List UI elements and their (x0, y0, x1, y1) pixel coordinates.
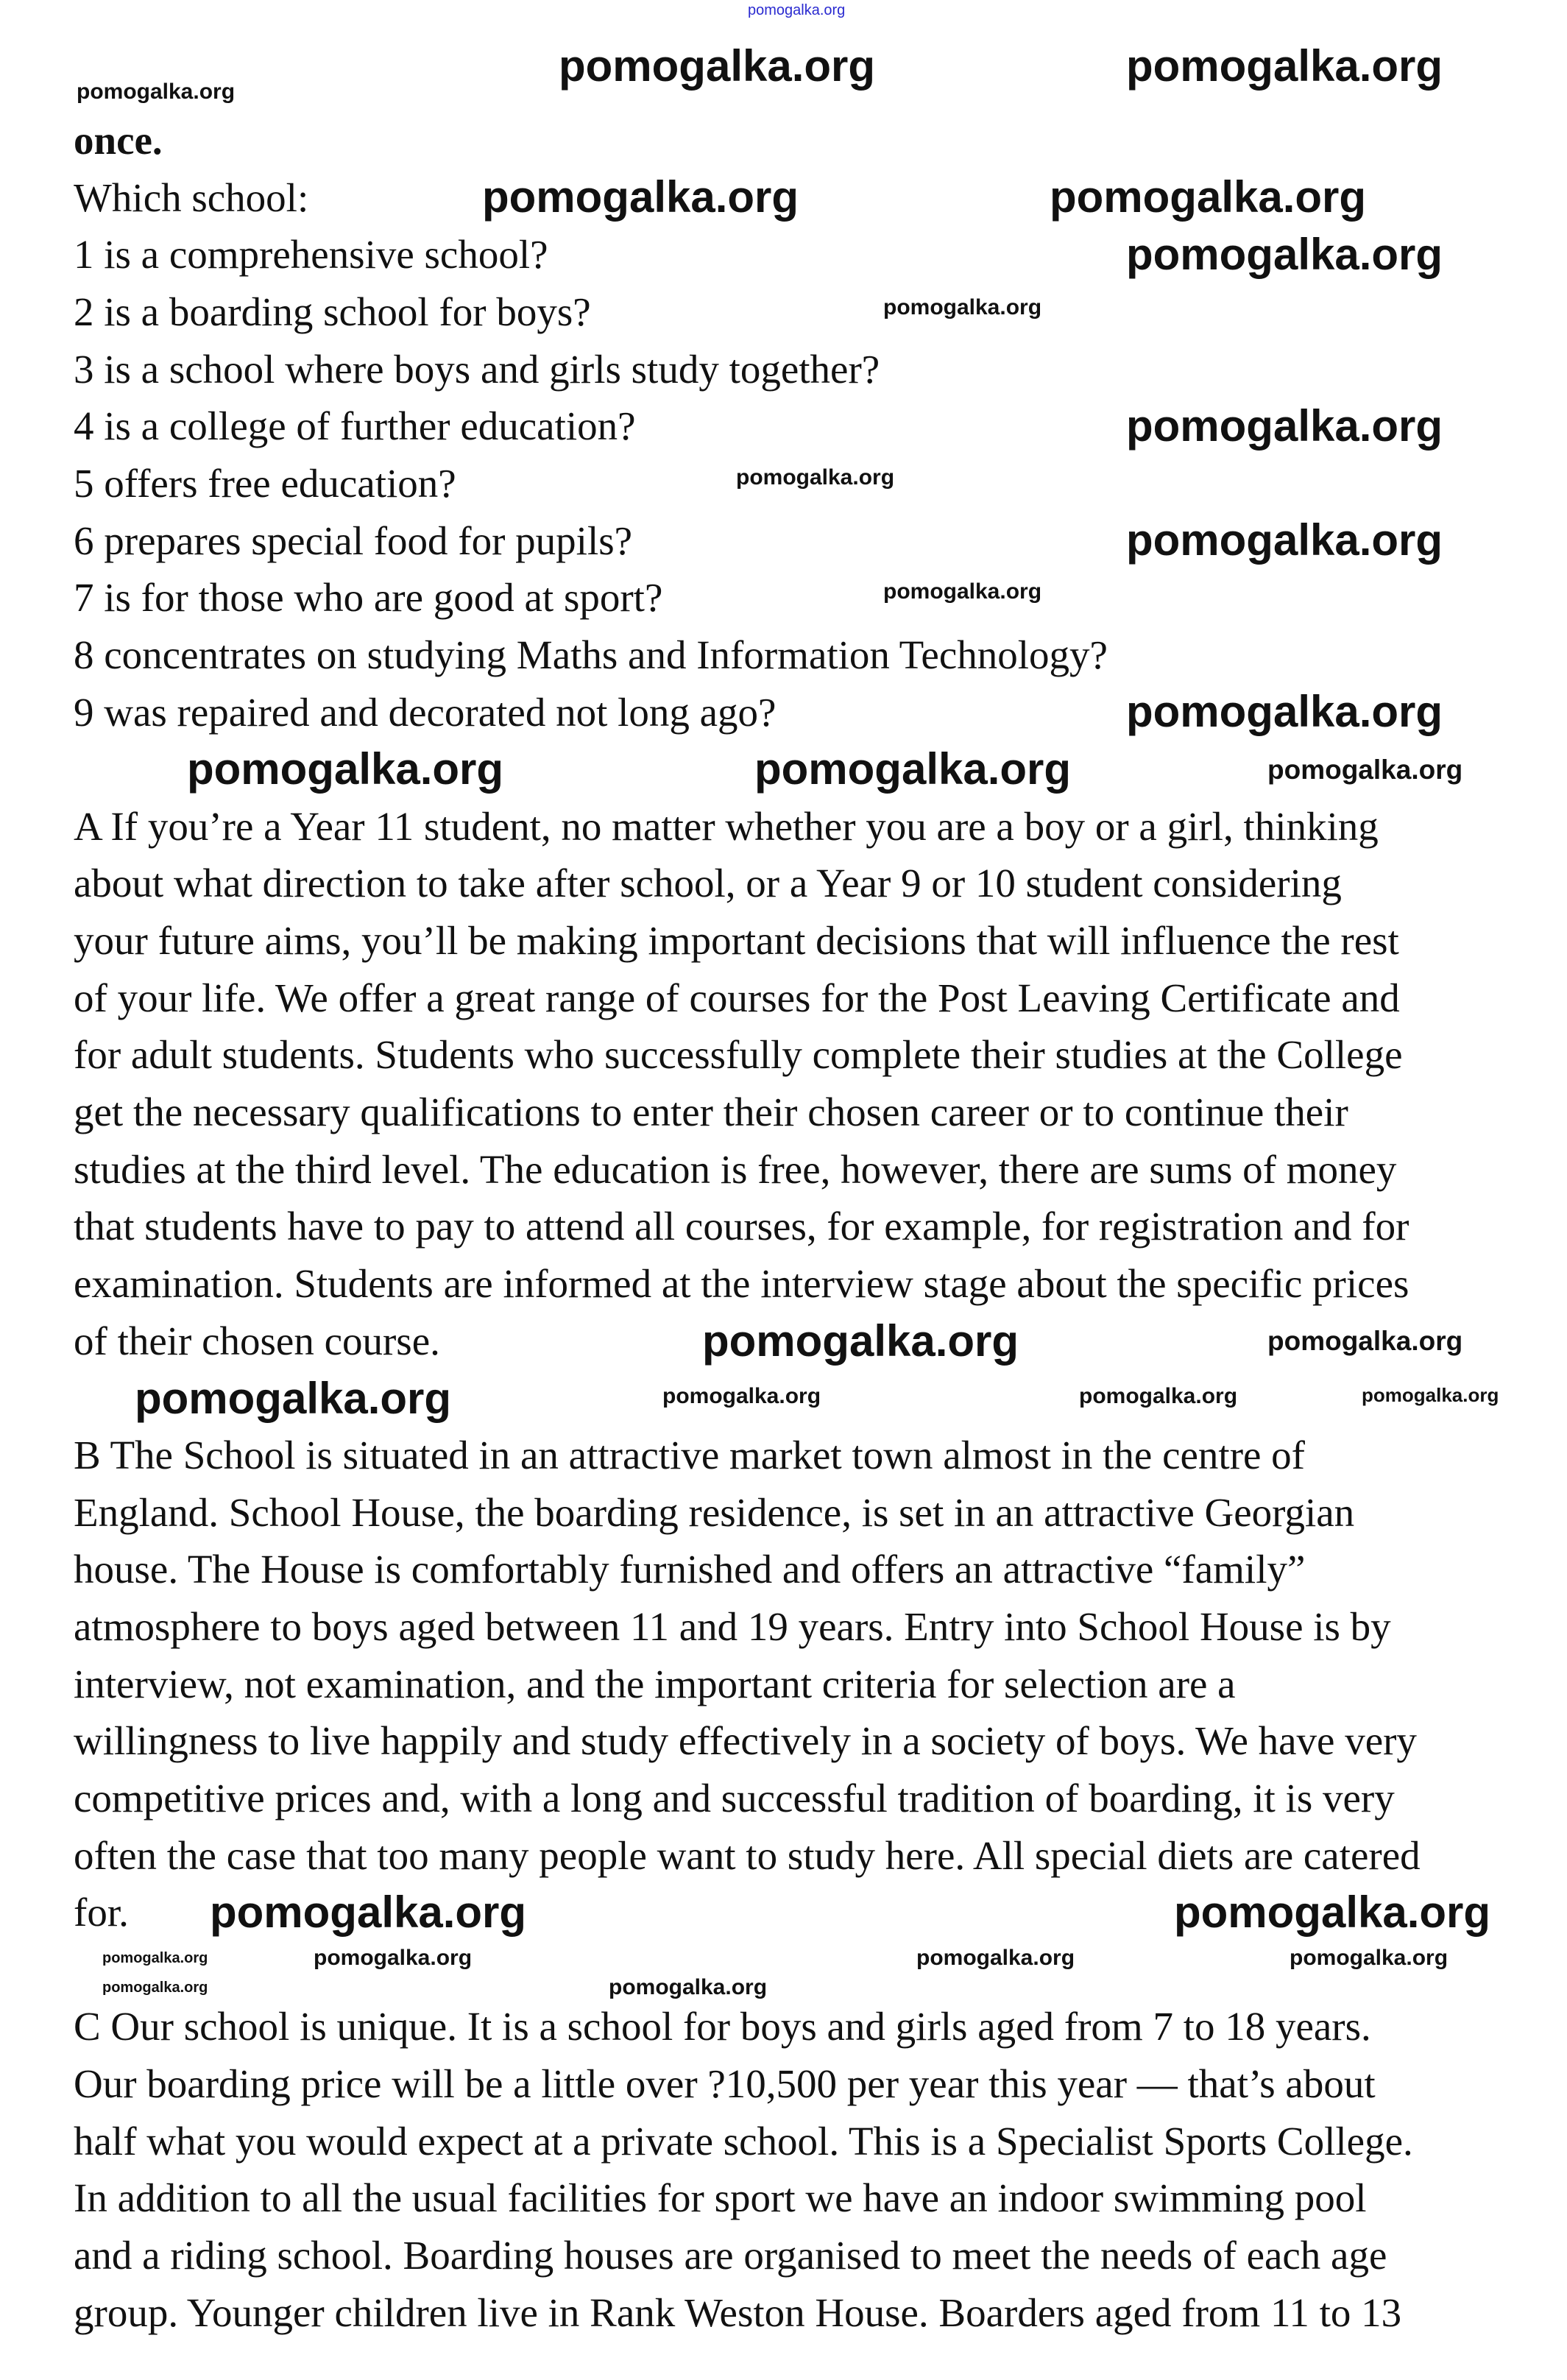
paragraph-b-line: B The School is situated in an attractive market town almost in the centre of (74, 1432, 1305, 1477)
watermark: pomogalka.org (1174, 1888, 1491, 1937)
question-item: 6 prepares special food for pupils? (74, 518, 633, 563)
paragraph-a-line: studies at the third level. The education is free, however, there are sums of money (74, 1146, 1397, 1192)
question-item: 2 is a boarding school for boys? (74, 289, 591, 334)
watermark: pomogalka.org (1126, 41, 1443, 91)
question-item: 3 is a school where boys and girls study together? (74, 346, 880, 392)
question-item: 7 is for those who are good at sport? (74, 575, 663, 621)
paragraph-a-line: of your life. We offer a great range of courses for the Post Leaving Certificate and (74, 975, 1400, 1020)
paragraph-a-line: of their chosen course. (74, 1318, 440, 1363)
paragraph-a-line: about what direction to take after school, or a Year 9 or 10 student considering (74, 861, 1342, 906)
watermark: pomogalka.org (1362, 1384, 1499, 1406)
watermark: pomogalka.org (1267, 755, 1463, 785)
watermark: pomogalka.org (609, 1975, 768, 1999)
watermark: pomogalka.org (748, 2, 846, 18)
watermark: pomogalka.org (210, 1888, 527, 1937)
watermark: pomogalka.org (102, 1980, 208, 1996)
question-item: 5 offers free education? (74, 460, 456, 506)
question-item: 8 concentrates on studying Maths and Information Technology? (74, 632, 1108, 677)
watermark: pomogalka.org (736, 465, 895, 490)
watermark: pomogalka.org (916, 1946, 1075, 1970)
watermark: pomogalka.org (662, 1384, 821, 1408)
paragraph-b-line: atmosphere to boys aged between 11 and 19 years. Entry into School House is by (74, 1603, 1391, 1649)
paragraph-c-line: half what you would expect at a private school. This is a Specialist Sports College. (74, 2118, 1413, 2164)
paragraph-c-line: C Our school is unique. It is a school for boys and girls aged from 7 to 18 years. (74, 2004, 1371, 2049)
paragraph-b-line: interview, not examination, and the important criteria for selection are a (74, 1661, 1236, 1706)
paragraph-a-line: that students have to pay to attend all courses, for example, for registration and for (74, 1204, 1409, 1249)
watermark: pomogalka.org (1126, 401, 1443, 451)
watermark: pomogalka.org (102, 1950, 208, 1966)
paragraph-b-line: competitive prices and, with a long and successful tradition of boarding, it is very (74, 1775, 1395, 1821)
paragraph-b-line: for. (74, 1890, 129, 1935)
paragraph-a-line: for adult students. Students who successfully complete their studies at the College (74, 1032, 1403, 1078)
watermark: pomogalka.org (1126, 515, 1443, 565)
watermark: pomogalka.org (314, 1946, 473, 1970)
watermark: pomogalka.org (559, 41, 876, 91)
paragraph-c-line: and a riding school. Boarding houses are organised to meet the needs of each age (74, 2233, 1387, 2278)
paragraph-b-line: often the case that too many people want to study here. All special diets are catered (74, 1832, 1421, 1878)
paragraph-c-line: group. Younger children live in Rank Weston House. Boarders aged from 11 to 13 (74, 2289, 1402, 2335)
heading: once. (74, 118, 163, 163)
watermark: pomogalka.org (1050, 172, 1367, 222)
watermark: pomogalka.org (1126, 230, 1443, 279)
question-prompt: Which school: (74, 174, 309, 220)
watermark: pomogalka.org (1079, 1384, 1238, 1408)
watermark: pomogalka.org (754, 744, 1072, 794)
watermark: pomogalka.org (482, 172, 799, 222)
paragraph-b-line: willingness to live happily and study effectively in a society of boys. We have very (74, 1718, 1417, 1764)
watermark: pomogalka.org (135, 1374, 452, 1423)
paragraph-a-line: examination. Students are informed at the interview stage about the specific prices (74, 1261, 1409, 1306)
paragraph-b-line: England. School House, the boarding residence, is set in an attractive Georgian (74, 1489, 1355, 1535)
question-item: 9 was repaired and decorated not long ago? (74, 689, 777, 735)
paragraph-a-line: A If you’re a Year 11 student, no matter whether you are a boy or a girl, thinking (74, 803, 1379, 849)
question-item: 4 is a college of further education? (74, 403, 636, 449)
watermark: pomogalka.org (77, 80, 236, 104)
watermark: pomogalka.org (187, 744, 504, 794)
watermark: pomogalka.org (1126, 687, 1443, 736)
watermark: pomogalka.org (883, 579, 1042, 604)
question-item: 1 is a comprehensive school? (74, 232, 548, 278)
paragraph-a-line: get the necessary qualifications to enter their chosen career or to continue their (74, 1090, 1348, 1135)
paragraph-b-line: house. The House is comfortably furnished and offers an attractive “family” (74, 1547, 1306, 1592)
watermark: pomogalka.org (883, 295, 1042, 319)
paragraph-c-line: Our boarding price will be a little over ?10,500 per year this year — that’s about (74, 2061, 1376, 2107)
watermark: pomogalka.org (702, 1316, 1019, 1366)
paragraph-c-line: In addition to all the usual facilities for sport we have an indoor swimming pool (74, 2175, 1367, 2221)
watermark: pomogalka.org (1290, 1946, 1448, 1970)
paragraph-a-line: your future aims, you’ll be making important decisions that will influence the rest (74, 918, 1399, 964)
watermark: pomogalka.org (1267, 1326, 1463, 1356)
